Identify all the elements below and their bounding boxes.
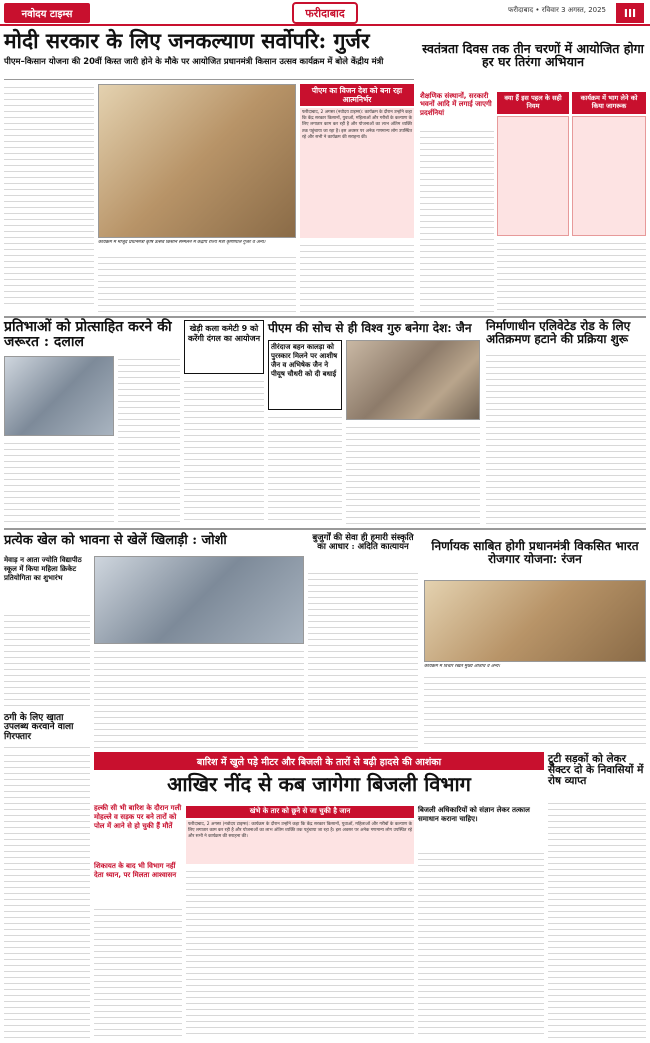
lead-caption: कार्यक्रम में मौजूद प्रधानमंत्री कृषि उत्सव किसान सम्मेलन में केंद्रीय राज्य मंत्री कृष्णपाल गुर्जर व अन्य। xyxy=(98,240,266,245)
power-side1: हल्की सी भी बारिश के दौरान गली मोहल्ले व सड़क पर बने तारों को पोल में आने से हो चुकी हैं मौतें xyxy=(94,804,182,830)
pm-photo xyxy=(346,340,480,420)
tricolor-box1: क्या हैं इस पहल के सही नियम xyxy=(497,92,569,114)
lead-subhead: पीएम–किसान योजना की 20वीं किस्त जारी होने के मौके पर आयोजित प्रधानमंत्री किसान उत्सव कार्यक्रम में बोले केंद्रीय मंत्री xyxy=(4,56,384,66)
section-tab: फरीदाबाद xyxy=(292,2,358,24)
encroach-body xyxy=(486,352,646,524)
banner: बारिश में खुले पड़े मीटर और बिजली के तारों से बढ़ी हादसे की आशंका xyxy=(94,752,544,770)
tricolor-box2: कार्यक्रम में भाग लेने को किया जागरूक xyxy=(572,92,646,114)
newspaper-logo: नवोदय टाइम्स xyxy=(4,3,90,23)
talent-box: खेड़ी कला कमेटी 9 को करेंगी दंगल का आयोजन xyxy=(184,320,264,374)
elders-body xyxy=(308,570,418,748)
divider xyxy=(4,528,646,530)
lead-body-col2 xyxy=(98,254,296,314)
lead-headline: मोदी सरकार के लिए जनकल्याण सर्वोपरि: गुर्जर xyxy=(4,28,370,53)
power-pinkbar: खंभे के तार को छूने से जा चुकी है जान xyxy=(186,806,414,818)
fraud-body xyxy=(4,744,90,748)
encroach-headline: निर्माणाधीन एलिवेटेड रोड के लिए अतिक्रमण हटाने की प्रक्रिया शुरू xyxy=(486,319,631,346)
divider xyxy=(4,316,646,318)
talent-body-3 xyxy=(184,378,264,524)
rozgar-photo xyxy=(424,580,646,662)
lead-sidebar-body: फरीदाबाद, 2 अगस्त (नवोदय टाइम्स): कार्यक्रम के दौरान उन्होंने कहा कि केंद्र सरकार किसानों, युवाओं, महिलाओं और गरीबों के कल्याण के लिए लगातार काम कर रही है और योजनाओं का लाभ अंतिम व्यक्ति तक पहुंचाया जा रहा है। इस अवसर पर अनेक गणमान्य लोग उपस्थित रहे और सभी ने कार्यक्रम की सराहना की। xyxy=(300,108,414,238)
page-number: III xyxy=(616,3,644,23)
lead-photo xyxy=(98,84,296,238)
lead-sidebar-title: पीएम का विजन देश को बना रहा आत्मनिर्भर xyxy=(300,84,414,106)
tricolor-body-col2 xyxy=(497,240,646,314)
tricolor-body-col1 xyxy=(420,128,494,314)
talent-photo xyxy=(4,356,114,436)
tricolor-box2-body xyxy=(572,116,646,236)
rozgar-body xyxy=(424,674,646,748)
power-body-col2 xyxy=(186,868,414,1038)
lead-body-col1 xyxy=(4,84,94,304)
power-quote: बिजली अधिकारियों को संज्ञान लेकर तत्काल समाधान कराना चाहिए। xyxy=(418,806,530,823)
power-headline: आखिर नींद से कब जागेगा बिजली विभाग xyxy=(167,772,471,796)
lead-body-col3 xyxy=(300,242,414,314)
rozgar-headline: निर्णायक साबित होगी प्रधानमंत्री विकसित भारत रोजगार योजना: रंजन xyxy=(431,539,639,566)
fraud-headline: ठगी के लिए खाता उपलब्ध करवाने वाला गिरफ्तार xyxy=(4,713,74,742)
talent-headline: प्रतिभाओं को प्रोत्साहित करने की जरूरत : दलाल xyxy=(4,319,172,350)
power-side2: शिकायत के बाद भी विभाग नहीं देता ध्यान, पर मिलता आश्वासन xyxy=(94,862,177,879)
pm-box: तीरंदाज बहन कालड़ा को पुरस्कार मिलने पर आशीष जैन व अभिषेक जैन ने पीयूष चौधरी को दी बधाई xyxy=(268,340,342,410)
sports-body-col1 xyxy=(4,612,90,710)
pm-headline: पीएम की सोच से ही विश्व गुरु बनेगा देश: जैन xyxy=(268,321,472,335)
tricolor-shiksha: शैक्षणिक संस्थानों, सरकारी भवनों आदि में लगाई जाएगी प्रदर्शनियां xyxy=(420,92,492,117)
tricolor-headline: स्वतंत्रता दिवस तक तीन चरणों में आयोजित होगा हर घर तिरंगा अभियान xyxy=(422,41,644,70)
talent-body xyxy=(118,356,180,524)
talent-body-2 xyxy=(4,440,114,524)
fraud-body-col xyxy=(4,752,90,1038)
sports-headline: प्रत्येक खेल को भावना से खेलें खिलाड़ी : जोशी xyxy=(4,533,227,548)
dateline: फरीदाबाद • रविवार 3 अगस्त, 2025 xyxy=(508,6,607,14)
tricolor-box1-body xyxy=(497,116,569,236)
rozgar-caption: कार्यक्रम में विचार रखते मुख्य अतिथि व अन्य। xyxy=(424,664,500,669)
sports-photo xyxy=(94,556,304,644)
roads-body xyxy=(548,800,646,1038)
sports-body-col2 xyxy=(94,648,304,748)
pm-body-col2 xyxy=(346,424,480,524)
pm-body-col1 xyxy=(268,414,342,524)
power-pinkbox-body: फरीदाबाद, 2 अगस्त (नवोदय टाइम्स): कार्यक्रम के दौरान उन्होंने कहा कि केंद्र सरकार किसानों, युवाओं, महिलाओं और गरीबों के कल्याण के लिए लगातार काम कर रही है और योजनाओं का लाभ अंतिम व्यक्ति तक पहुंचाया जा रहा है। इस अवसर पर अनेक गणमान्य लोग उपस्थित रहे और सभी ने कार्यक्रम की सराहना की। xyxy=(186,820,414,864)
elders-headline: बुजुर्गों की सेवा ही हमारी संस्कृति का आधार : अदिति कात्यायन xyxy=(312,533,414,552)
power-body-col1 xyxy=(94,906,182,1038)
sports-box: मेवाड़ न आता ज्योति विद्यापीठ स्कूल में किया महिला क्रिकेट प्रतियोगिता का शुभारंभ xyxy=(4,556,82,582)
roads-headline: टूटी सड़कों को लेकर सैक्टर दो के निवासियों में रोष व्याप्त xyxy=(548,753,644,788)
divider xyxy=(4,79,414,80)
power-body-col3 xyxy=(418,850,544,1038)
